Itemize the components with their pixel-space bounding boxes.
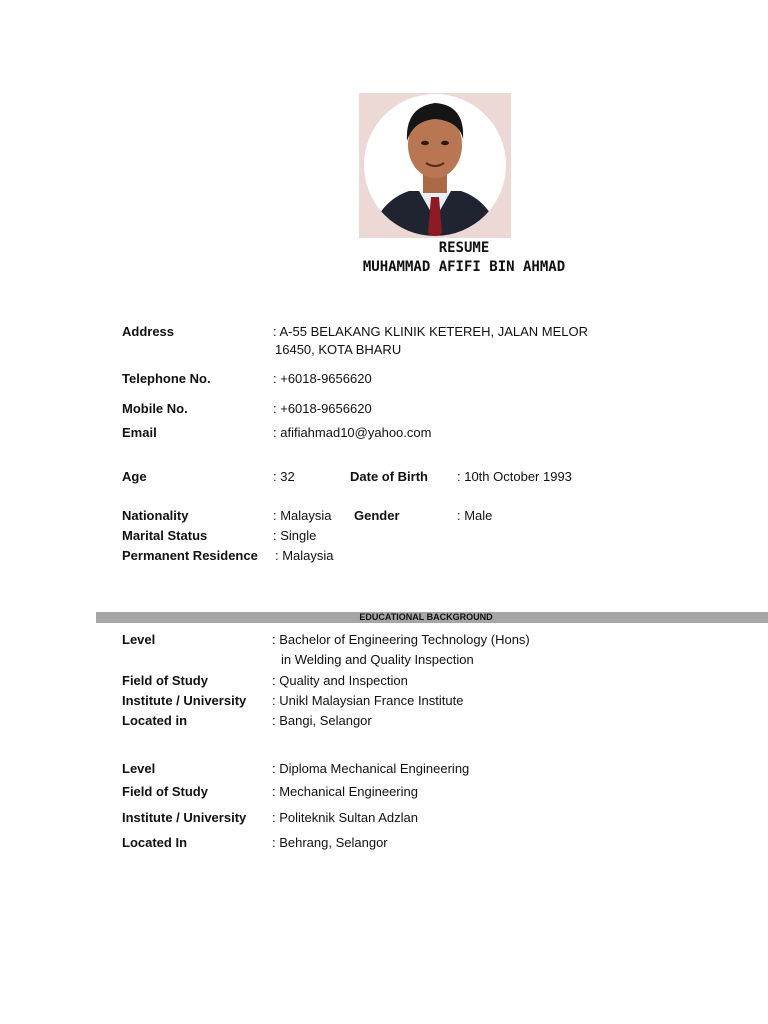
edu1-located-value: : Bangi, Selangor [272,713,372,728]
education-section-header [96,612,768,623]
edu2-field-value: : Mechanical Engineering [272,784,418,799]
edu2-institute-value: : Politeknik Sultan Adzlan [272,810,418,825]
edu2-located-value: : Behrang, Selangor [272,835,388,850]
edu2-level-value: : Diploma Mechanical Engineering [272,761,470,776]
gender-label: Gender [354,508,400,523]
address-value-line2: 16450, KOTA BHARU [275,342,402,357]
gender-value: : Male [457,508,493,523]
permanent-residence-value: : Malaysia [275,548,334,563]
education-section-title: EDUCATIONAL BACKGROUND [359,612,493,622]
age-value: : 32 [273,469,295,484]
edu2-located-label: Located In [122,835,188,850]
mobile-label: Mobile No. [122,401,188,416]
address-value: : A-55 BELAKANG KLINIK KETEREH, JALAN MELOR [273,324,588,339]
dob-value: : 10th October 1993 [457,469,572,484]
marital-status-value: : Single [273,528,317,543]
edu2-level-label: Level [122,761,156,776]
candidate-name: MUHAMMAD AFIFI BIN AHMAD [362,259,566,275]
edu1-institute-value: : Unikl Malaysian France Institute [272,693,464,708]
edu1-institute-label: Institute / University [122,693,247,708]
edu1-level-label: Level [122,632,156,647]
marital-status-label: Marital Status [122,528,208,543]
permanent-residence-label: Permanent Residence [122,548,258,563]
telephone-value: : +6018-9656620 [273,371,372,386]
dob-label: Date of Birth [350,469,428,484]
nationality-label: Nationality [122,508,189,523]
email-value: : afifiahmad10@yahoo.com [273,425,432,440]
edu1-level-value-line2: in Welding and Quality Inspection [281,652,474,667]
telephone-label: Telephone No. [122,371,211,386]
address-label: Address [122,324,175,339]
age-label: Age [122,469,147,484]
email-label: Email [122,425,157,440]
edu1-level-value: : Bachelor of Engineering Technology (Hons) [272,632,530,647]
profile-photo [359,93,511,238]
edu1-located-label: Located in [122,713,188,728]
nationality-value: : Malaysia [273,508,332,523]
edu1-field-label: Field of Study [122,673,208,688]
edu1-field-value: : Quality and Inspection [272,673,408,688]
resume-title: RESUME [438,240,490,256]
edu2-institute-label: Institute / University [122,810,247,825]
mobile-value: : +6018-9656620 [273,401,372,416]
edu2-field-label: Field of Study [122,784,208,799]
